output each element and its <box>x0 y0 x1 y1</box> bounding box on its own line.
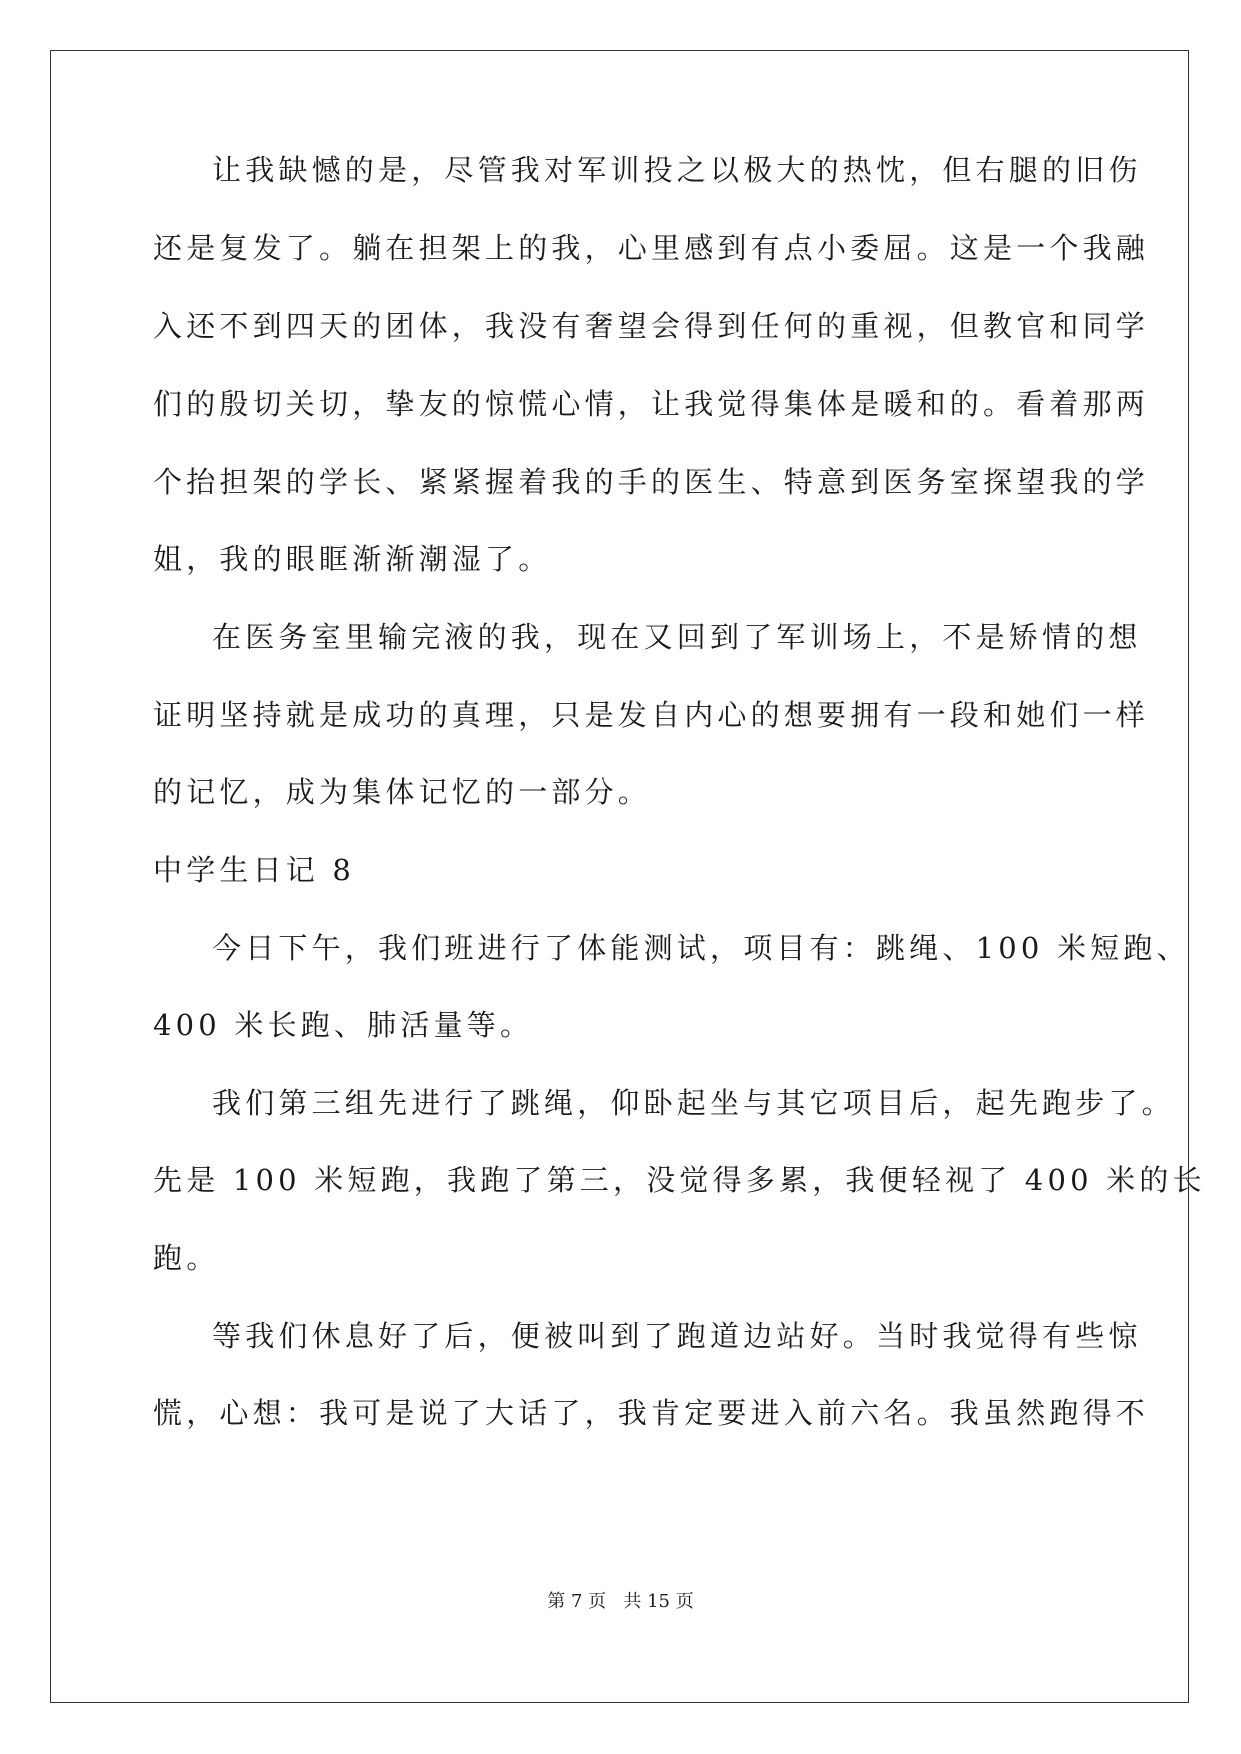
paragraph-line: 入还不到四天的团体，我没有奢望会得到任何的重视，但教官和同学 <box>153 309 1150 343</box>
paragraph-line: 个抬担架的学长、紧紧握着我的手的医生、特意到医务室探望我的学 <box>153 465 1150 499</box>
paragraph-line: 慌，心想：我可是说了大话了，我肯定要进入前六名。我虽然跑得不 <box>153 1396 1150 1430</box>
paragraph-line: 今日下午，我们班进行了体能测试，项目有：跳绳、100 米短跑、 <box>212 931 1190 965</box>
paragraph-line: 的记忆，成为集体记忆的一部分。 <box>153 775 652 809</box>
section-heading: 中学生日记 8 <box>153 853 356 887</box>
paragraph-line: 们的殷切关切，挚友的惊慌心情，让我觉得集体是暖和的。看着那两 <box>153 387 1150 421</box>
paragraph-line: 先是 100 米短跑，我跑了第三，没觉得多累，我便轻视了 400 米的长 <box>153 1163 1206 1197</box>
paragraph-line: 还是复发了。躺在担架上的我，心里感到有点小委屈。这是一个我融 <box>153 231 1150 265</box>
paragraph-line: 400 米长跑、肺活量等。 <box>153 1008 534 1042</box>
paragraph-line: 让我缺憾的是，尽管我对军训投之以极大的热忱，但右腿的旧伤 <box>212 153 1142 187</box>
paragraph-line: 在医务室里输完液的我，现在又回到了军训场上，不是矫情的想 <box>212 620 1142 654</box>
paragraph-line: 等我们休息好了后，便被叫到了跑道边站好。当时我觉得有些惊 <box>212 1319 1142 1353</box>
page-number-footer: 第 7 页 共 15 页 <box>547 1591 694 1612</box>
paragraph-line: 姐，我的眼眶渐渐潮湿了。 <box>153 542 552 576</box>
paragraph-line: 证明坚持就是成功的真理，只是发自内心的想要拥有一段和她们一样 <box>153 698 1150 732</box>
paragraph-line: 我们第三组先进行了跳绳，仰卧起坐与其它项目后，起先跑步了。 <box>212 1086 1175 1120</box>
paragraph-line: 跑。 <box>153 1241 220 1275</box>
